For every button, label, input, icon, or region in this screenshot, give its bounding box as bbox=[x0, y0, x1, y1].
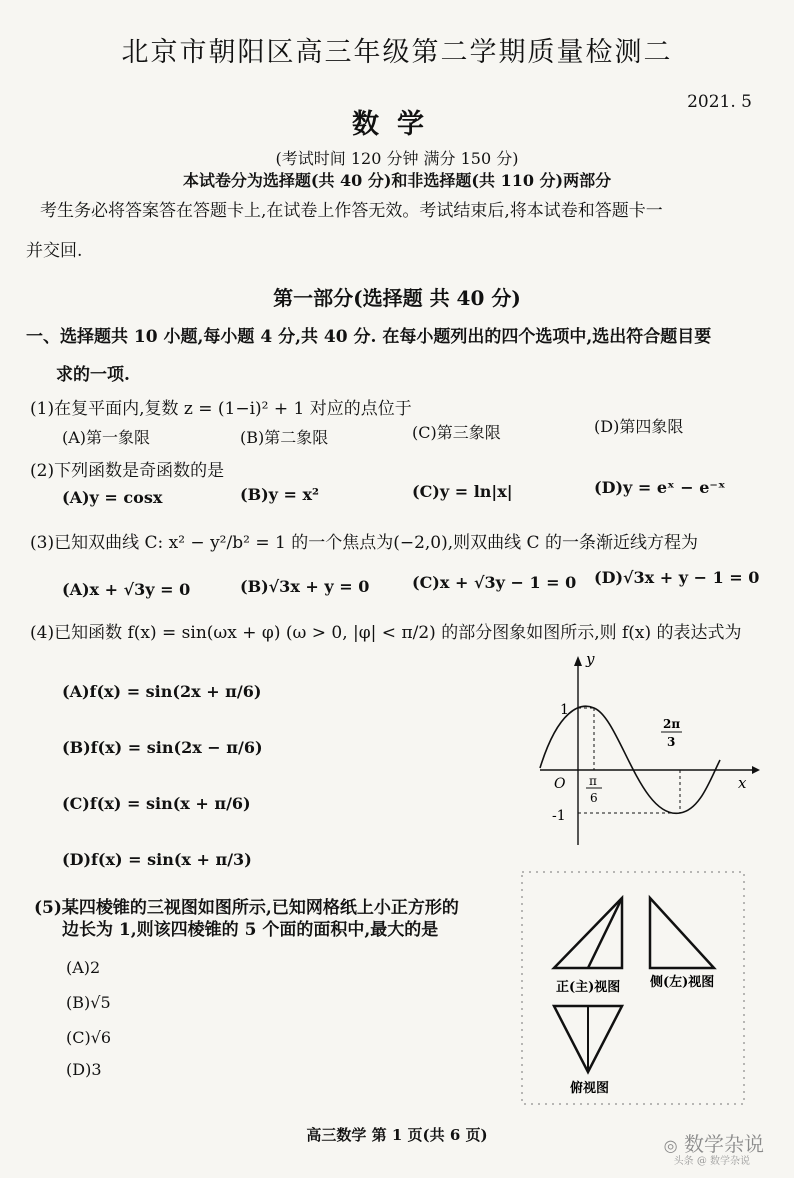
q5-stem-line-2: 边长为 1,则该四棱锥的 5 个面的面积中,最大的是 bbox=[62, 920, 439, 940]
q5-option-d: (D)3 bbox=[66, 1060, 102, 1079]
q5-option-a: (A)2 bbox=[66, 958, 101, 977]
tick2-numerator: 2π bbox=[663, 717, 681, 731]
tick1-numerator: π bbox=[589, 774, 597, 788]
q2-option-c: (C)y = ln|x| bbox=[412, 482, 513, 501]
q2-stem: (2)下列函数是奇函数的是 bbox=[30, 461, 225, 481]
q4-stem: (4)已知函数 f(x) = sin(ωx + φ) (ω > 0, |φ| < π/2) 的部分图象如图所示,则 f(x) 的表达式为 bbox=[30, 623, 742, 643]
q3-option-b: (B)√3x + y = 0 bbox=[240, 577, 370, 596]
x-axis-arrow-icon bbox=[752, 766, 760, 774]
subject-title: 数学 bbox=[352, 109, 442, 140]
origin-label: O bbox=[554, 776, 566, 792]
exam-date: 2021. 5 bbox=[687, 92, 752, 112]
side-view-triangle bbox=[650, 898, 714, 968]
parts-info: 本试卷分为选择题(共 40 分)和非选择题(共 110 分)两部分 bbox=[182, 171, 612, 190]
notice-line-1: 考生务必将答案答在答题卡上,在试卷上作答无效。考试结束后,将本试卷和答题卡一 bbox=[40, 201, 663, 221]
q4-option-b: (B)f(x) = sin(2x − π/6) bbox=[62, 738, 263, 757]
q3-option-c: (C)x + √3y − 1 = 0 bbox=[412, 573, 577, 592]
q3-option-a: (A)x + √3y = 0 bbox=[62, 580, 191, 599]
notice-line-2: 并交回. bbox=[26, 241, 83, 261]
section-title: 第一部分(选择题 共 40 分) bbox=[273, 286, 521, 310]
tick2-denominator: 3 bbox=[667, 735, 676, 749]
q2-option-b: (B)y = x² bbox=[240, 485, 320, 504]
tick1-denominator: 6 bbox=[590, 791, 598, 805]
q1-option-a: (A)第一象限 bbox=[62, 428, 151, 447]
q4-option-d: (D)f(x) = sin(x + π/3) bbox=[62, 850, 252, 869]
q5-option-c: (C)√6 bbox=[66, 1028, 112, 1047]
watermark-text: 数学杂说 bbox=[684, 1132, 764, 1156]
wechat-icon: ◎ bbox=[663, 1136, 678, 1155]
instruction-line-1: 一、选择题共 10 小题,每小题 4 分,共 40 分. 在每小题列出的四个选项中,选出符合题目要 bbox=[26, 327, 712, 347]
q1-stem: (1)在复平面内,复数 z = (1−i)² + 1 对应的点位于 bbox=[30, 399, 412, 419]
three-views-figure bbox=[520, 866, 750, 1110]
q1-option-b: (B)第二象限 bbox=[240, 428, 329, 447]
q4-option-a: (A)f(x) = sin(2x + π/6) bbox=[62, 682, 262, 701]
y-axis-label: y bbox=[586, 650, 595, 668]
q4-option-c: (C)f(x) = sin(x + π/6) bbox=[62, 794, 251, 813]
sine-graph bbox=[530, 650, 760, 850]
y-min-label: -1 bbox=[552, 808, 566, 824]
x-axis-label: x bbox=[738, 774, 747, 792]
watermark-small: 头条 @ 数学杂说 bbox=[673, 1156, 750, 1167]
y-max-label: 1 bbox=[560, 702, 569, 718]
front-view-triangle bbox=[554, 898, 622, 968]
top-view-label: 俯视图 bbox=[570, 1081, 610, 1096]
page-footer: 高三数学 第 1 页(共 6 页) bbox=[306, 1126, 488, 1144]
sine-curve bbox=[540, 706, 720, 813]
front-view-label: 正(主)视图 bbox=[556, 980, 621, 995]
exam-info: (考试时间 120 分钟 满分 150 分) bbox=[275, 149, 519, 168]
q1-option-c: (C)第三象限 bbox=[412, 423, 501, 442]
q2-option-a: (A)y = cosx bbox=[62, 488, 163, 507]
q2-option-d: (D)y = eˣ − e⁻ˣ bbox=[594, 478, 726, 497]
q5-option-b: (B)√5 bbox=[66, 993, 111, 1012]
exam-title: 北京市朝阳区高三年级第二学期质量检测二 bbox=[121, 37, 673, 68]
instruction-line-2: 求的一项. bbox=[56, 365, 130, 385]
q3-option-d: (D)√3x + y − 1 = 0 bbox=[594, 568, 760, 587]
q1-option-d: (D)第四象限 bbox=[594, 417, 684, 436]
q5-stem-line-1: (5)某四棱锥的三视图如图所示,已知网格纸上小正方形的 bbox=[34, 898, 459, 918]
side-view-label: 侧(左)视图 bbox=[650, 975, 715, 990]
y-axis-arrow-icon bbox=[574, 656, 582, 666]
front-view-inner-edge bbox=[588, 898, 622, 968]
q3-stem: (3)已知双曲线 C: x² − y²/b² = 1 的一个焦点为(−2,0),则双曲线 C 的一条渐近线方程为 bbox=[30, 533, 698, 553]
